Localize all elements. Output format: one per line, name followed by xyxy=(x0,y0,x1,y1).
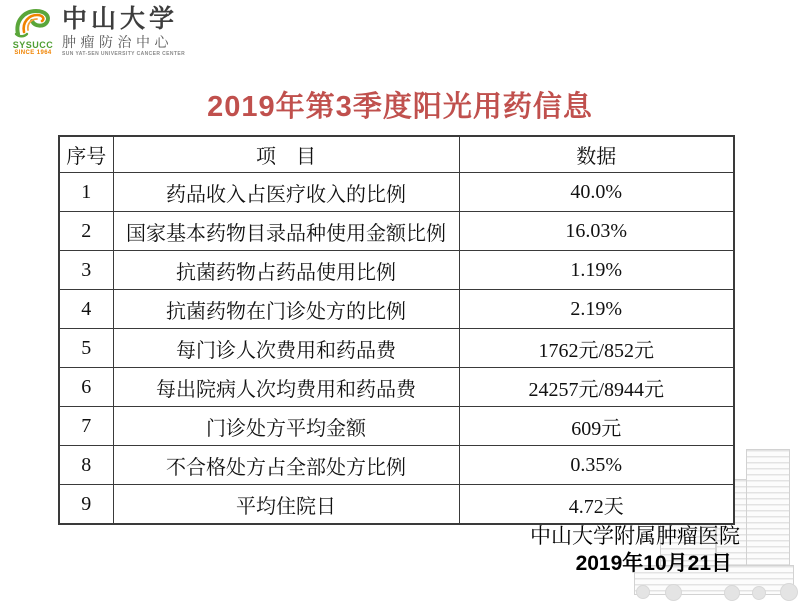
building-block-icon xyxy=(746,449,790,573)
header-row xyxy=(59,136,734,173)
cell-item: 抗菌药物在门诊处方的比例 xyxy=(113,290,459,329)
cell-no: 6 xyxy=(59,368,113,407)
slide-title: 2019年第3季度阳光用药信息 xyxy=(207,91,593,123)
logo-sysucc-text: SYSUCC xyxy=(12,40,54,50)
cell-no: 5 xyxy=(59,329,113,368)
table-row xyxy=(59,290,734,329)
cell-item: 国家基本药物目录品种使用金额比例 xyxy=(113,212,459,251)
cell-item: 平均住院日 xyxy=(113,485,459,525)
logo-text-block xyxy=(62,7,185,57)
cell-value: 2.19% xyxy=(459,290,734,329)
cell-item: 不合格处方占全部处方比例 xyxy=(113,446,459,485)
table-row xyxy=(59,407,734,446)
logo-university-name: 中山大学 xyxy=(62,6,179,33)
cell-value: 0.35% xyxy=(459,446,734,485)
logo-icon-block xyxy=(10,7,56,56)
cell-no: 3 xyxy=(59,251,113,290)
tree-icon xyxy=(665,584,682,601)
cell-value: 1762元/852元 xyxy=(459,329,734,368)
tree-icon xyxy=(724,585,740,601)
hospital-name: 中山大学附属肿瘤医院 xyxy=(530,524,740,548)
cell-item: 每出院病人次均费用和药品费 xyxy=(113,368,459,407)
tree-icon xyxy=(636,585,650,599)
cell-value: 24257元/8944元 xyxy=(459,368,734,407)
medication-data-table xyxy=(58,135,735,525)
sysucc-ribbon-icon xyxy=(13,7,53,39)
cell-item: 抗菌药物占药品使用比例 xyxy=(113,251,459,290)
cell-value: 40.0% xyxy=(459,173,734,212)
table-row xyxy=(59,368,734,407)
cell-value: 1.19% xyxy=(459,251,734,290)
footer xyxy=(530,522,740,578)
cell-no: 2 xyxy=(59,212,113,251)
table-row xyxy=(59,212,734,251)
cell-no: 1 xyxy=(59,173,113,212)
logo-center-name: 肿瘤防治中心 xyxy=(62,34,173,50)
col-header-value: 数据 xyxy=(459,136,734,173)
tree-icon xyxy=(780,583,798,601)
table-row xyxy=(59,446,734,485)
cell-value: 609元 xyxy=(459,407,734,446)
cell-no: 8 xyxy=(59,446,113,485)
cell-item: 药品收入占医疗收入的比例 xyxy=(113,173,459,212)
logo-since-text: SINCE 1964 xyxy=(14,50,52,56)
sysucc-logo xyxy=(10,7,185,57)
cell-no: 9 xyxy=(59,485,113,525)
table-row xyxy=(59,173,734,212)
logo-english-name: SUN YAT-SEN UNIVERSITY CANCER CENTER xyxy=(62,51,186,57)
col-header-item: 项 目 xyxy=(113,136,459,173)
cell-item: 每门诊人次费用和药品费 xyxy=(113,329,459,368)
cell-no: 4 xyxy=(59,290,113,329)
cell-value: 4.72天 xyxy=(459,485,734,525)
table-row xyxy=(59,485,734,525)
cell-value: 16.03% xyxy=(459,212,734,251)
col-header-no: 序号 xyxy=(59,136,113,173)
table-row xyxy=(59,251,734,290)
tree-icon xyxy=(752,586,766,600)
cell-item: 门诊处方平均金额 xyxy=(113,407,459,446)
cell-no: 7 xyxy=(59,407,113,446)
table-row xyxy=(59,329,734,368)
report-date: 2019年10月21日 xyxy=(575,552,732,575)
